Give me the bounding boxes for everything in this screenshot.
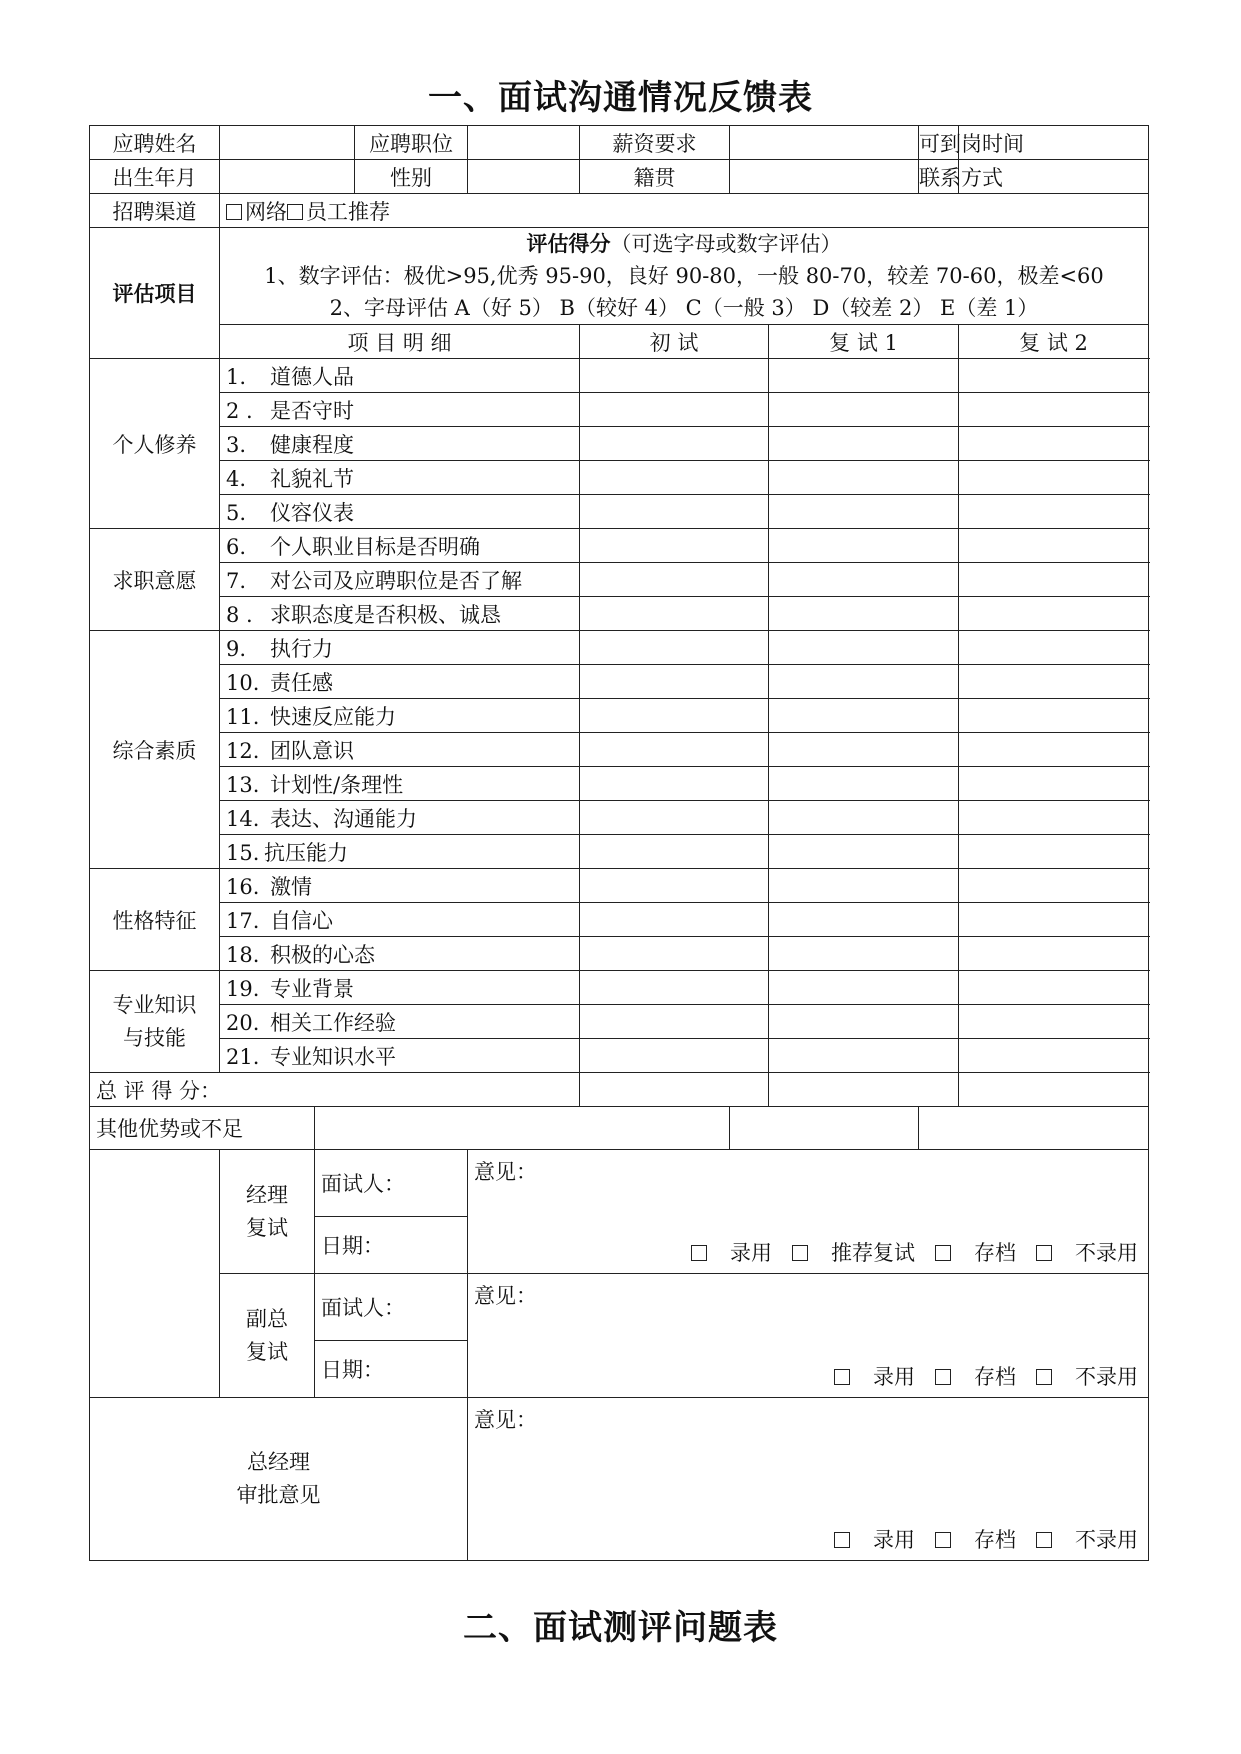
score-second[interactable] <box>769 665 959 699</box>
manager-interviewer[interactable]: 面试人： <box>315 1150 468 1217</box>
item-row-3: 3. 健康程度 <box>220 427 580 461</box>
manager-options <box>671 1237 1138 1267</box>
group-label: 求职意愿 <box>90 529 220 631</box>
total-score-label: 总 评 得 分： <box>90 1073 580 1107</box>
manager-opinion[interactable]: 意见： 录用 推荐复试 存档 不录用 <box>468 1150 1149 1274</box>
contact-label: 联系方式 <box>919 160 959 194</box>
hometown-label: 籍贯 <box>580 160 730 194</box>
salary-label: 薪资要求 <box>580 126 730 160</box>
item-row-16: 16. 激情 <box>220 869 580 903</box>
item-row-10: 10. 责任感 <box>220 665 580 699</box>
gender-label: 性别 <box>355 160 468 194</box>
score-first[interactable] <box>580 427 769 461</box>
score-second[interactable] <box>769 597 959 631</box>
score-second[interactable] <box>769 903 959 937</box>
gm-option-reject[interactable]: 不录用 <box>1036 1528 1138 1552</box>
score-second[interactable] <box>769 767 959 801</box>
score-second[interactable] <box>769 937 959 971</box>
score-first[interactable] <box>580 529 769 563</box>
eval-score-note: （可选字母或数字评估） <box>610 232 842 256</box>
col-detail-header: 项 目 明 细 <box>220 325 580 359</box>
item-row-2: 2 . 是否守时 <box>220 393 580 427</box>
score-first[interactable] <box>580 801 769 835</box>
available-label: 可到岗时间 <box>919 126 959 160</box>
total-second[interactable] <box>769 1073 959 1107</box>
other-third[interactable] <box>919 1107 1149 1150</box>
item-row-8: 8 . 求职态度是否积极、诚恳 <box>220 597 580 631</box>
score-second[interactable] <box>769 631 959 665</box>
vp-option-reject[interactable]: 不录用 <box>1036 1365 1138 1389</box>
item-row-17: 17. 自信心 <box>220 903 580 937</box>
position-label: 应聘职位 <box>355 126 468 160</box>
col-second-header: 复 试 1 <box>769 325 959 359</box>
item-row-7: 7. 对公司及应聘职位是否了解 <box>220 563 580 597</box>
score-first[interactable] <box>580 359 769 393</box>
score-first[interactable] <box>580 835 769 869</box>
vp-review-label: 副总 复试 <box>220 1274 315 1398</box>
score-third[interactable] <box>959 1039 1149 1073</box>
score-second[interactable] <box>769 563 959 597</box>
salary-field[interactable] <box>730 126 919 160</box>
manager-option-hire[interactable]: 录用 <box>691 1241 772 1265</box>
item-row-11: 11. 快速反应能力 <box>220 699 580 733</box>
item-row-1: 1. 道德人品 <box>220 359 580 393</box>
score-first[interactable] <box>580 461 769 495</box>
score-second[interactable] <box>769 393 959 427</box>
score-third[interactable] <box>959 393 1149 427</box>
score-second[interactable] <box>769 699 959 733</box>
item-row-18: 18. 积极的心态 <box>220 937 580 971</box>
score-first[interactable] <box>580 767 769 801</box>
score-second[interactable] <box>769 869 959 903</box>
vp-opinion[interactable]: 意见： 录用 存档 不录用 <box>468 1274 1149 1398</box>
group-label: 个人修养 <box>90 359 220 529</box>
gender-field[interactable] <box>468 160 580 194</box>
eval-item-label: 评估项目 <box>90 228 220 359</box>
other-second[interactable] <box>730 1107 919 1150</box>
score-first[interactable] <box>580 733 769 767</box>
score-second[interactable] <box>769 461 959 495</box>
score-third[interactable] <box>959 903 1149 937</box>
score-third[interactable] <box>959 563 1149 597</box>
other-label: 其他优势或不足 <box>90 1107 315 1150</box>
group-label: 综合素质 <box>90 631 220 869</box>
vp-option-archive[interactable]: 存档 <box>935 1365 1016 1389</box>
score-third[interactable] <box>959 733 1149 767</box>
manager-option-reject[interactable]: 不录用 <box>1036 1241 1138 1265</box>
channel-checkbox-network[interactable]: 网络 <box>226 200 287 224</box>
name-label: 应聘姓名 <box>90 126 220 160</box>
score-first[interactable] <box>580 631 769 665</box>
score-second[interactable] <box>769 359 959 393</box>
score-second[interactable] <box>769 971 959 1005</box>
gm-opinion[interactable]: 意见： 录用 存档 不录用 <box>468 1398 1149 1561</box>
position-field[interactable] <box>468 126 580 160</box>
score-third[interactable] <box>959 359 1149 393</box>
group-label: 性格特征 <box>90 869 220 971</box>
manager-option-archive[interactable]: 存档 <box>935 1241 1016 1265</box>
score-first[interactable] <box>580 937 769 971</box>
score-first[interactable] <box>580 393 769 427</box>
section-title-2: 二、面试测评问题表 <box>463 1608 778 1648</box>
score-third[interactable] <box>959 971 1149 1005</box>
channel-checkbox-referral[interactable]: 员工推荐 <box>287 200 390 224</box>
eval-number-scale: 1、数字评估：极优>95,优秀 95-90，良好 90-80，一般 80-70，较差 70-60，极差<60 <box>264 264 1104 288</box>
score-first[interactable] <box>580 903 769 937</box>
score-third[interactable] <box>959 937 1149 971</box>
group-label: 专业知识与技能 <box>90 971 220 1073</box>
vp-interviewer[interactable]: 面试人： <box>315 1274 468 1341</box>
item-row-20: 20. 相关工作经验 <box>220 1005 580 1039</box>
score-second[interactable] <box>769 1039 959 1073</box>
score-third[interactable] <box>959 767 1149 801</box>
score-first[interactable] <box>580 1005 769 1039</box>
gm-option-archive[interactable]: 存档 <box>935 1528 1016 1552</box>
gm-options <box>814 1524 1138 1554</box>
score-third[interactable] <box>959 665 1149 699</box>
other-field[interactable] <box>315 1107 730 1150</box>
score-third[interactable] <box>959 461 1149 495</box>
eval-score-title: 评估得分 <box>526 231 611 256</box>
score-third[interactable] <box>959 631 1149 665</box>
score-third[interactable] <box>959 1005 1149 1039</box>
item-row-5: 5. 仪容仪表 <box>220 495 580 529</box>
item-row-4: 4. 礼貌礼节 <box>220 461 580 495</box>
score-first[interactable] <box>580 869 769 903</box>
total-first[interactable] <box>580 1073 769 1107</box>
score-third[interactable] <box>959 529 1149 563</box>
item-row-21: 21. 专业知识水平 <box>220 1039 580 1073</box>
manager-option-recommend[interactable]: 推荐复试 <box>792 1241 915 1265</box>
hometown-field[interactable] <box>730 160 919 194</box>
item-row-6: 6. 个人职业目标是否明确 <box>220 529 580 563</box>
item-row-9: 9. 执行力 <box>220 631 580 665</box>
channel-options <box>220 194 1149 228</box>
score-third[interactable] <box>959 495 1149 529</box>
score-third[interactable] <box>959 597 1149 631</box>
eval-score-header <box>220 228 1149 325</box>
manager-review-label: 经理 复试 <box>220 1150 315 1274</box>
score-first[interactable] <box>580 495 769 529</box>
vp-date[interactable]: 日期： <box>315 1341 468 1398</box>
interview-feedback-table <box>89 125 1149 1561</box>
total-third[interactable] <box>959 1073 1149 1107</box>
score-third[interactable] <box>959 835 1149 869</box>
birth-field[interactable] <box>220 160 355 194</box>
score-second[interactable] <box>769 495 959 529</box>
item-row-13: 13. 计划性/条理性 <box>220 767 580 801</box>
score-third[interactable] <box>959 801 1149 835</box>
col-first-header: 初 试 <box>580 325 769 359</box>
score-second[interactable] <box>769 801 959 835</box>
score-first[interactable] <box>580 1039 769 1073</box>
eval-letter-scale: 2、字母评估 A（好 5） B（较好 4） C（一般 3） D（较差 2） E（差 1） <box>329 296 1039 320</box>
manager-date[interactable]: 日期： <box>315 1217 468 1274</box>
score-second[interactable] <box>769 1005 959 1039</box>
score-first[interactable] <box>580 597 769 631</box>
vp-options <box>814 1361 1138 1391</box>
item-row-15: 15. 抗压能力 <box>220 835 580 869</box>
col-third-header: 复 试 2 <box>959 325 1149 359</box>
form-title: 一、面试沟通情况反馈表 <box>428 78 813 118</box>
item-row-14: 14. 表达、沟通能力 <box>220 801 580 835</box>
score-third[interactable] <box>959 699 1149 733</box>
score-first[interactable] <box>580 971 769 1005</box>
score-second[interactable] <box>769 427 959 461</box>
gm-option-hire[interactable]: 录用 <box>834 1528 915 1552</box>
review-blank-cell <box>90 1150 220 1398</box>
gm-approval-label: 总经理 审批意见 <box>90 1398 468 1561</box>
score-third[interactable] <box>959 427 1149 461</box>
score-second[interactable] <box>769 835 959 869</box>
score-first[interactable] <box>580 665 769 699</box>
score-first[interactable] <box>580 699 769 733</box>
birth-label: 出生年月 <box>90 160 220 194</box>
vp-option-hire[interactable]: 录用 <box>834 1365 915 1389</box>
item-row-12: 12. 团队意识 <box>220 733 580 767</box>
item-row-19: 19. 专业背景 <box>220 971 580 1005</box>
name-field[interactable] <box>220 126 355 160</box>
score-third[interactable] <box>959 869 1149 903</box>
score-first[interactable] <box>580 563 769 597</box>
score-second[interactable] <box>769 529 959 563</box>
channel-label: 招聘渠道 <box>90 194 220 228</box>
score-second[interactable] <box>769 733 959 767</box>
